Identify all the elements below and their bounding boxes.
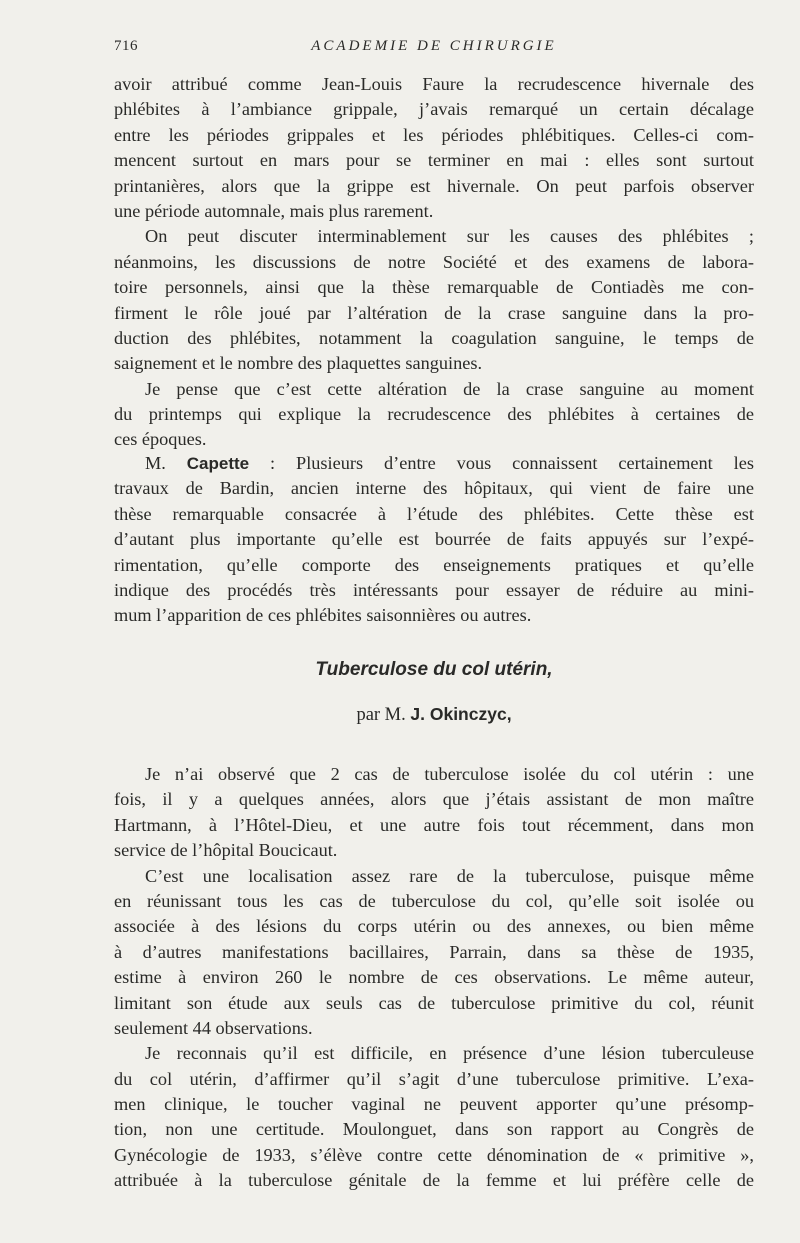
text-line: seulement 44 observations. bbox=[114, 1017, 313, 1038]
text-line: saignement et le nombre des plaquettes sanguines. bbox=[114, 353, 483, 374]
text-line: entre les périodes grippales et les périodes phlébitiques. Celles-ci com- bbox=[114, 124, 754, 145]
journal-title: ACADEMIE DE CHIRURGIE bbox=[311, 38, 557, 54]
text-line bbox=[114, 451, 754, 476]
text-line: men clinique, le toucher vaginal ne peuvent apporter qu’une présomp- bbox=[114, 1094, 754, 1115]
author-name: J. Okinczyc, bbox=[410, 704, 512, 724]
text-line: thèse remarquable consacrée à l’étude des phlébites. Cette thèse est bbox=[114, 503, 754, 524]
text-line: service de l’hôpital Boucicaut. bbox=[114, 840, 338, 861]
text-line: duction des phlébites, notamment la coagulation sanguine, le temps de bbox=[114, 327, 754, 348]
text-line: tion, non une certitude. Moulonguet, dans son rapport au Congrès de bbox=[114, 1119, 754, 1140]
text-line: mencent surtout en mars pour se terminer en mai : elles sont surtout bbox=[114, 150, 754, 171]
text-line: Gynécologie de 1933, s’élève contre cette dénomination de « primitive », bbox=[114, 1144, 754, 1165]
running-header bbox=[114, 38, 754, 60]
text-line: ces époques. bbox=[114, 429, 207, 450]
text-line: attribuée à la tuberculose génitale de la femme et lui préfère celle de bbox=[114, 1170, 754, 1191]
text-line: à d’autres manifestations bacillaires, Parrain, dans sa thèse de 1935, bbox=[114, 941, 754, 962]
text-line: en réunissant tous les cas de tuberculose du col, qu’elle soit isolée ou bbox=[114, 890, 754, 911]
text-line: toire personnels, ainsi que la thèse remarquable de Contiadès me con- bbox=[114, 277, 754, 298]
text-line: C’est une localisation assez rare de la tuberculose, puisque même bbox=[145, 865, 754, 886]
text-line: travaux de Bardin, ancien interne des hôpitaux, qui vient de faire une bbox=[114, 478, 754, 499]
speaker-prefix: M. bbox=[145, 453, 166, 473]
text-line: Je reconnais qu’il est difficile, en présence d’une lésion tuberculeuse bbox=[145, 1043, 754, 1064]
text-line: du printemps qui explique la recrudescence des phlébites à certaines de bbox=[114, 404, 754, 425]
text-line: mum l’apparition de ces phlébites saisonnières ou autres. bbox=[114, 605, 532, 626]
text-line: phlébites à l’ambiance grippale, j’avais remarqué un certain décalage bbox=[114, 99, 754, 120]
speaker-text: : Plusieurs d’entre vous connaissent certainement les bbox=[270, 453, 754, 473]
text-line: indique des procédés très intéressants pour essayer de réduire au mini- bbox=[114, 579, 754, 600]
text-line: d’autant plus importante qu’elle est bourrée de faits appuyés sur l’expé- bbox=[114, 529, 754, 550]
section-title: Tuberculose du col utérin, bbox=[315, 659, 553, 680]
paragraph-block-phlebites bbox=[114, 72, 754, 453]
text-line: rimentation, qu’elle comporte des enseignements pratiques et qu’elle bbox=[114, 554, 754, 575]
page-number: 716 bbox=[114, 38, 138, 54]
text-line: néanmoins, les discussions de notre Société et des examens de labora- bbox=[114, 251, 754, 272]
text-line: Hartmann, à l’Hôtel-Dieu, et une autre fois tout récemment, dans mon bbox=[114, 814, 754, 835]
text-line: On peut discuter interminablement sur les causes des phlébites ; bbox=[145, 226, 754, 247]
text-line: estime à environ 260 le nombre de ces observations. Le même auteur, bbox=[114, 967, 754, 988]
text-line: du col utérin, d’affirmer qu’il s’agit d’une tuberculose primitive. L’exa- bbox=[114, 1068, 754, 1089]
paragraph-block-tuberculose bbox=[114, 762, 754, 1194]
text-line: Je pense que c’est cette altération de la crase sanguine au moment bbox=[145, 378, 754, 399]
speaker-name: Capette bbox=[186, 454, 250, 473]
text-line: avoir attribué comme Jean-Louis Faure la recrudescence hivernale des bbox=[114, 74, 754, 94]
section-byline bbox=[114, 704, 754, 726]
text-line: Je n’ai observé que 2 cas de tuberculose isolée du col utérin : une bbox=[145, 764, 754, 784]
paragraph-capette bbox=[114, 451, 754, 629]
text-line: une période automnale, mais plus rarement. bbox=[114, 200, 434, 221]
text-line: firment le rôle joué par l’altération de la crase sanguine dans la pro- bbox=[114, 302, 754, 323]
byline-prefix: par M. bbox=[356, 705, 406, 725]
text-line: fois, il y a quelques années, alors que j’étais assistant de mon maître bbox=[114, 789, 754, 810]
text-line: printanières, alors que la grippe est hivernale. On peut parfois observer bbox=[114, 175, 754, 196]
text-line: limitant son étude aux seuls cas de tuberculose primitive du col, réunit bbox=[114, 992, 754, 1013]
text-line: associée à des lésions du corps utérin ou des annexes, ou bien même bbox=[114, 916, 754, 937]
